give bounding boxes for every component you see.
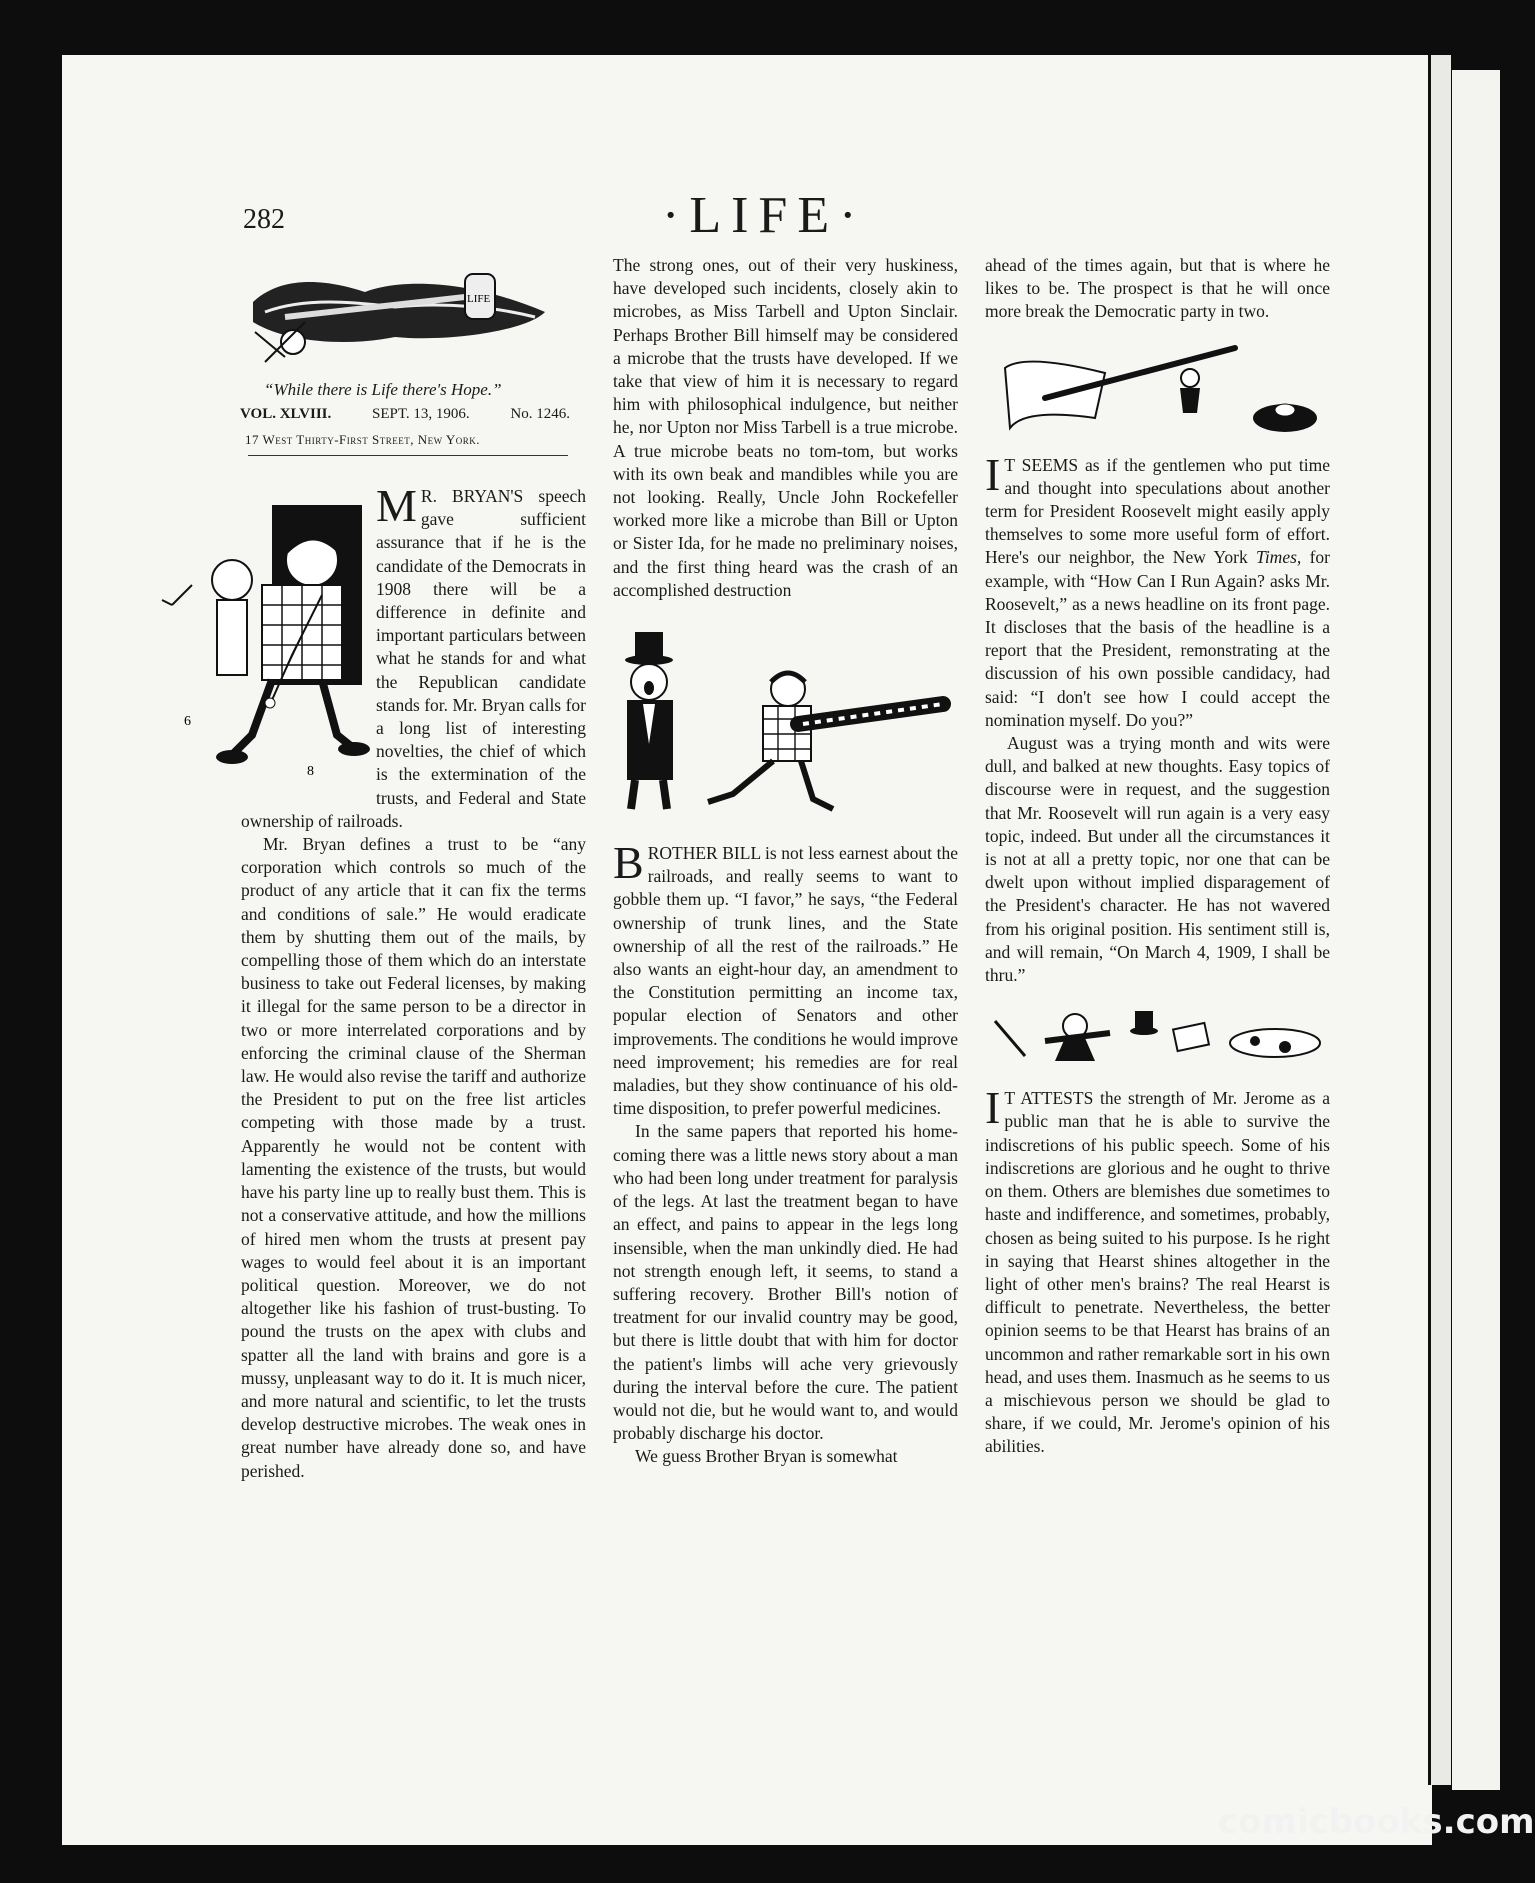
roosevelt-para-1 — [985, 448, 1330, 732]
times-italic: Times, — [1256, 547, 1302, 568]
bryan-article-text-1: R. BRYAN'S speech gave sufficient assurance that if he is the candidate of the Democrats in 1908 there will be a difference in definite and important particulars between what he stands for and what the Republican candidate stands for. Mr. Bryan calls for a long list of interesting novelties, the chief of which is the extermination of the trusts, and Federal and State ownership of railroads. — [241, 486, 586, 831]
masthead-title: ·LIFE· — [662, 187, 867, 244]
next-page-edge — [1428, 55, 1451, 1785]
issue-date: SEPT. 13, 1906. — [372, 406, 470, 422]
column-2 — [613, 254, 958, 1469]
publisher-address: 17 West Thirty-First Street, New York. — [245, 432, 481, 447]
jerome-text: T ATTESTS the strength of Mr. Jerome as a public man that he is able to survive the indiscretions of his public speech. Some of his indiscretions are glorious and he ought to thrive on them. Others are blemishes due sometimes to haste and indifference, and sometimes, probably, chosen as being suited to his purpose. Is he right in saying that Hearst shines altogether in the light of other men's brains? The real Hearst is difficult to penetrate. Nevertheless, the better opinion seems to be that Hearst has brains of an uncommon and rather remarkable sort in his own head, and uses them. Inasmuch as he seems to us a mischievous person we should be glad to share, if we could, Mr. Jerome's opinion of his abilities. — [985, 1088, 1330, 1457]
dropcap-i-1: I — [985, 448, 1001, 500]
watermark-logo: comicbooks.com — [1218, 1802, 1535, 1842]
next-page-margin — [1452, 70, 1500, 1790]
microbe-para: The strong ones, out of their very huskiness, have developed such incidents, closely akin to microbes, as Miss Tarbell and Upton Sinclair. Perhaps Brother Bill himself may be considered a microbe that the trusts have developed. If we take that view of him it is necessary to regard him with philosophical indulgence, but neither he, nor Upton nor Miss Tarbell is a true microbe. A true microbe beats no tom-tom, but works with its own beak and mandibles while you are not looking. Really, Uncle John Rockefeller worked more like a microbe than Bill or Upton or Sister Ida, for he made no preliminary noises, and the first thing heard was the crash of an accomplished destruction — [613, 255, 958, 600]
brother-bill-cartoon — [613, 624, 958, 824]
dropcap-b: B — [613, 837, 644, 889]
column-1 — [241, 480, 586, 1483]
brother-bryan-para: We guess Brother Bryan is somewhat — [635, 1446, 898, 1467]
page-number: 282 — [243, 204, 285, 235]
motto: “While there is Life there's Hope.” — [264, 380, 502, 399]
volume-line — [240, 406, 570, 423]
bryan-article-para-2: Mr. Bryan defines a trust to be “any corporation which controls so much of the product of any article that it can fix the terms and conditions of sale.” He would eradicate them by shutting them out of the mails, by compelling those of them which do an interstate business to take out Federal licenses, by making it illegal for the same person to be a director in two or more interrelated corporations and by enforcing the criminal clause of the Sherman law. He would also revise the tariff and authorize the President to put on the free list articles competing with those made by a trust. Apparently he would not be content with lamenting the existence of the trusts, but would have his party line up to really bust them. This is not a conservative attitude, and how the millions of hired men whom the trusts at present pay wages to would feel about it is an important political question. Moreover, we do not altogether like his fashion of trust-busting. To pound the trusts on the apex with clubs and spatter all the land with brains and gore is a mussy, unpleasant way to do it. It is much nicer, and more natural and scientific, to let the trusts develop destructive microbes. The weak ones in great number have already done so, and have perished. — [241, 834, 586, 1481]
life-label-text: LIFE — [467, 293, 491, 305]
svg-text:8: 8 — [307, 764, 314, 779]
paralysis-para: In the same papers that reported his home-coming there was a little news story about a man who had been long under treatment for paralysis of the legs. At last the treatment began to have an effect, and pains to appear in the legs long insensible, when the man unkindly died. He had not strength enough left, it seems, to stand a suffering recovery. Brother Bill's notion of treatment for our invalid country may be good, but there is little doubt that with him for doctor the patient's limbs will ache very grievously during the interval before the cure. The patient would not die, but he would want to, and would probably discharge his doctor. — [613, 1121, 958, 1444]
roosevelt-text-1a: T SEEMS as if the gentlemen who put time and thought into speculations about another term for President Roosevelt might easily apply themselves to some more useful form of effort. Here's our neighbor, the New York — [985, 454, 1330, 568]
issue-number: No. 1246. — [510, 406, 570, 422]
life-hope-vignette — [245, 262, 575, 370]
illustration-float — [241, 485, 376, 793]
ahead-of-times-para: ahead of the times again, but that is where he likes to be. The prospect is that he will once more break the Democratic party in two. — [985, 255, 1330, 322]
brother-bill-para — [613, 837, 958, 1120]
header-rule — [248, 455, 568, 456]
roosevelt-text-1c: for example, with “How Can I Run Again? asks Mr. Roosevelt,” as a news headline on its front page. It discloses that the basis of the headline is a report that the President, remonstrating at the discussion of his own possible candidacy, had said: “I don't see how I could accept the nomination myself. Do you?” — [985, 547, 1330, 730]
volume-number: VOL. XLVIII. — [240, 406, 332, 422]
svg-text:6: 6 — [184, 714, 191, 729]
column-3 — [985, 254, 1330, 1459]
jerome-para — [985, 1082, 1330, 1458]
scroll-and-pen-vignette — [985, 338, 1330, 438]
dropcap-m: M — [376, 480, 417, 531]
brother-bill-text: ROTHER BILL is not less earnest about the railroads, and really seems to want to gobble them up. “I favor,” he says, “the Federal ownership of trunk lines, and the State ownership of all the rest of the railroads.” He also wants an eight-hour day, an amendment to the Constitution permitting an income tax, popular election of Senators and other improvements. The conditions he would improve need improvement; his remedies are for real maladies, but they show continuance of his old-time disposition, to prefer powerful medicines. — [613, 843, 958, 1119]
figures-vignette — [985, 1001, 1330, 1071]
roosevelt-para-2: August was a trying month and wits were dull, and balked at new thoughts. Easy topics of discourse were in request, and the suggestion that Mr. Roosevelt will run again is a very easy topic, indeed. But under all the circumstances it is not at all a pretty topic, nor one that can be dwelt upon without implied disparagement of the President's character. He has not wavered from his original position. His sentiment still is, and will remain, “On March 4, 1909, I shall be thru.” — [985, 733, 1330, 986]
dropcap-i-2: I — [985, 1082, 1001, 1134]
